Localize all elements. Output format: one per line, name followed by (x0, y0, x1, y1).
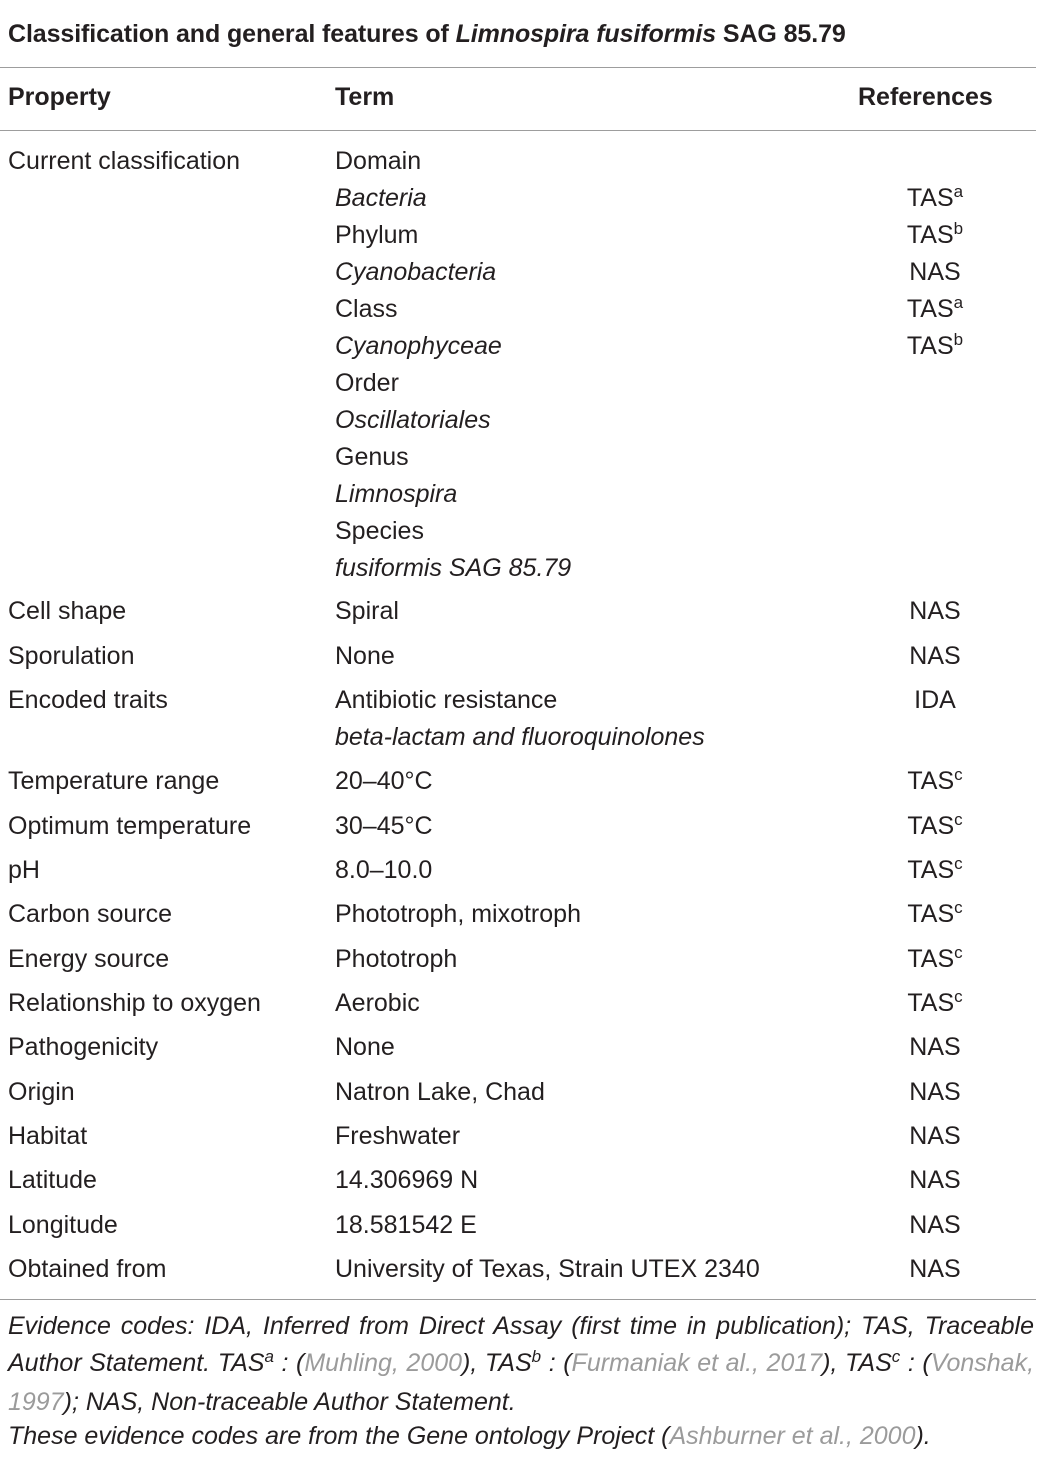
evidence-code-sup: a (953, 182, 964, 201)
reference-cell (850, 596, 1020, 626)
reference-cell (850, 220, 1020, 253)
term-cell: University of Texas, Strain UTEX 2340 (335, 1255, 760, 1283)
property-cell: Pathogenicity (8, 1033, 159, 1061)
term-cell: 8.0–10.0 (335, 856, 433, 884)
bottom-rule (0, 1299, 1036, 1300)
term-cell: Spiral (335, 597, 399, 625)
property-cell: Cell shape (8, 597, 127, 625)
term-cell: 30–45°C (335, 812, 433, 840)
footnote-sup-a: a (264, 1346, 274, 1366)
property-cell: Temperature range (8, 767, 220, 795)
property-cell: Habitat (8, 1122, 88, 1150)
term-cell: None (335, 642, 395, 670)
property-cell: Origin (8, 1078, 75, 1106)
evidence-code-sup: c (954, 943, 963, 962)
reference-cell (850, 988, 1020, 1021)
citation-furmaniak[interactable]: Furmaniak et al., 2017 (571, 1348, 823, 1377)
evidence-code: TAS (906, 221, 954, 249)
classification-term: Bacteria (335, 184, 427, 212)
classification-term: Class (335, 295, 398, 323)
header-property: Property (8, 83, 111, 111)
evidence-code: NAS (909, 642, 961, 670)
evidence-code-sup: c (954, 898, 963, 917)
citation-ashburner[interactable]: Ashburner et al., 2000 (669, 1422, 916, 1450)
term-cell: Phototroph, mixotroph (335, 900, 581, 928)
reference-cell (850, 257, 1020, 287)
title-prefix: Classification and general features of (8, 20, 456, 48)
footnote-gene-ontology (8, 1418, 1034, 1455)
footnote-text-3: ), TAS (462, 1348, 532, 1377)
evidence-code-sup: a (953, 293, 964, 312)
term-cell-detail: beta-lactam and fluoroquinolones (335, 723, 705, 751)
reference-cell (850, 641, 1020, 671)
property-cell: Encoded traits (8, 686, 168, 714)
title-suffix: SAG 85.79 (716, 20, 846, 48)
citation-vonshak[interactable]: Vonshak, 1997 (8, 1348, 1035, 1416)
term-cell: 18.581542 E (335, 1211, 477, 1239)
property-cell: Optimum temperature (8, 812, 252, 840)
reference-cell (850, 685, 1020, 715)
evidence-code-sup: b (953, 219, 964, 238)
term-cell: Aerobic (335, 989, 420, 1017)
term-cell: 14.306969 N (335, 1166, 479, 1194)
property-cell: Relationship to oxygen (8, 989, 261, 1017)
footnote-text-5: ), TAS (822, 1348, 892, 1377)
reference-cell (850, 294, 1020, 327)
property-current-classification: Current classification (8, 147, 241, 175)
evidence-code: TAS (907, 812, 955, 840)
term-cell: Phototroph (335, 945, 458, 973)
evidence-code: TAS (906, 295, 954, 323)
footnote-text-7: ); NAS, Non-traceable Author Statement. (63, 1388, 516, 1416)
top-rule (0, 67, 1036, 68)
header-rule (0, 130, 1036, 131)
reference-cell (850, 766, 1020, 799)
classification-term: Cyanobacteria (335, 258, 497, 286)
reference-cell (850, 1210, 1020, 1240)
citation-muhling[interactable]: Muhling, 2000 (304, 1348, 463, 1377)
evidence-code-sup: c (954, 765, 963, 784)
footnote-sup-b: b (531, 1346, 542, 1366)
term-cell: None (335, 1033, 395, 1061)
footnote-line2: These evidence codes are from the Gene ontology Project ( (8, 1422, 670, 1450)
footnote-evidence-codes (8, 1308, 1034, 1421)
evidence-code: TAS (906, 332, 954, 360)
classification-term: fusiformis SAG 85.79 (335, 554, 572, 582)
evidence-code: NAS (909, 1255, 961, 1283)
evidence-code: NAS (909, 597, 961, 625)
reference-cell (850, 331, 1020, 364)
evidence-code: TAS (907, 856, 955, 884)
reference-cell (850, 1254, 1020, 1284)
evidence-code: NAS (909, 1033, 961, 1061)
evidence-code-sup: c (954, 854, 963, 873)
reference-cell (850, 1032, 1020, 1062)
property-cell: Longitude (8, 1211, 118, 1239)
evidence-code-sup: c (954, 810, 963, 829)
property-cell: Obtained from (8, 1255, 167, 1283)
evidence-code: TAS (907, 989, 955, 1017)
classification-term: Phylum (335, 221, 419, 249)
property-cell: Energy source (8, 945, 170, 973)
table-title (8, 20, 846, 49)
evidence-code: TAS (907, 900, 955, 928)
evidence-code: NAS (909, 1122, 961, 1150)
footnote-line2-end: ). (915, 1422, 931, 1450)
header-references: References (858, 83, 993, 111)
reference-cell (850, 855, 1020, 888)
evidence-code: IDA (914, 686, 956, 714)
evidence-code: NAS (909, 1166, 961, 1194)
reference-cell (850, 183, 1020, 216)
evidence-code: NAS (909, 1078, 961, 1106)
footnote-text-4: : ( (541, 1348, 572, 1377)
classification-term: Cyanophyceae (335, 332, 502, 360)
evidence-code: NAS (909, 1211, 961, 1239)
title-species: Limnospira fusiformis (455, 20, 717, 48)
classification-term: Limnospira (335, 480, 458, 508)
classification-term: Domain (335, 147, 422, 175)
evidence-code: TAS (907, 767, 955, 795)
footnote-text-1: Evidence codes: IDA, Inferred from Direct Assay (first time in publication); TAS, Traceable Author Statement. TAS (8, 1312, 1034, 1377)
property-cell: Sporulation (8, 642, 135, 670)
property-cell: Latitude (8, 1166, 97, 1194)
header-term: Term (335, 83, 395, 111)
footnote-text-6: : ( (900, 1348, 931, 1377)
evidence-code: TAS (906, 184, 954, 212)
reference-cell (850, 944, 1020, 977)
property-cell: Carbon source (8, 900, 172, 928)
term-cell: 20–40°C (335, 767, 433, 795)
property-cell: pH (8, 856, 40, 884)
footnote-text-2: : ( (273, 1348, 305, 1377)
evidence-code-sup: b (953, 330, 964, 349)
reference-cell (850, 1121, 1020, 1151)
term-cell: Freshwater (335, 1122, 461, 1150)
footnote-sup-c: c (891, 1346, 901, 1366)
classification-term: Genus (335, 443, 409, 471)
reference-cell (850, 899, 1020, 932)
classification-term: Species (335, 517, 424, 545)
classification-term: Oscillatoriales (335, 406, 491, 434)
reference-cell (850, 1077, 1020, 1107)
term-cell: Natron Lake, Chad (335, 1078, 545, 1106)
term-cell: Antibiotic resistance (335, 686, 558, 714)
reference-cell (850, 811, 1020, 844)
reference-cell (850, 1165, 1020, 1195)
evidence-code: TAS (907, 945, 955, 973)
classification-term: Order (335, 369, 399, 397)
evidence-code-sup: c (954, 987, 963, 1006)
evidence-code: NAS (909, 258, 961, 286)
